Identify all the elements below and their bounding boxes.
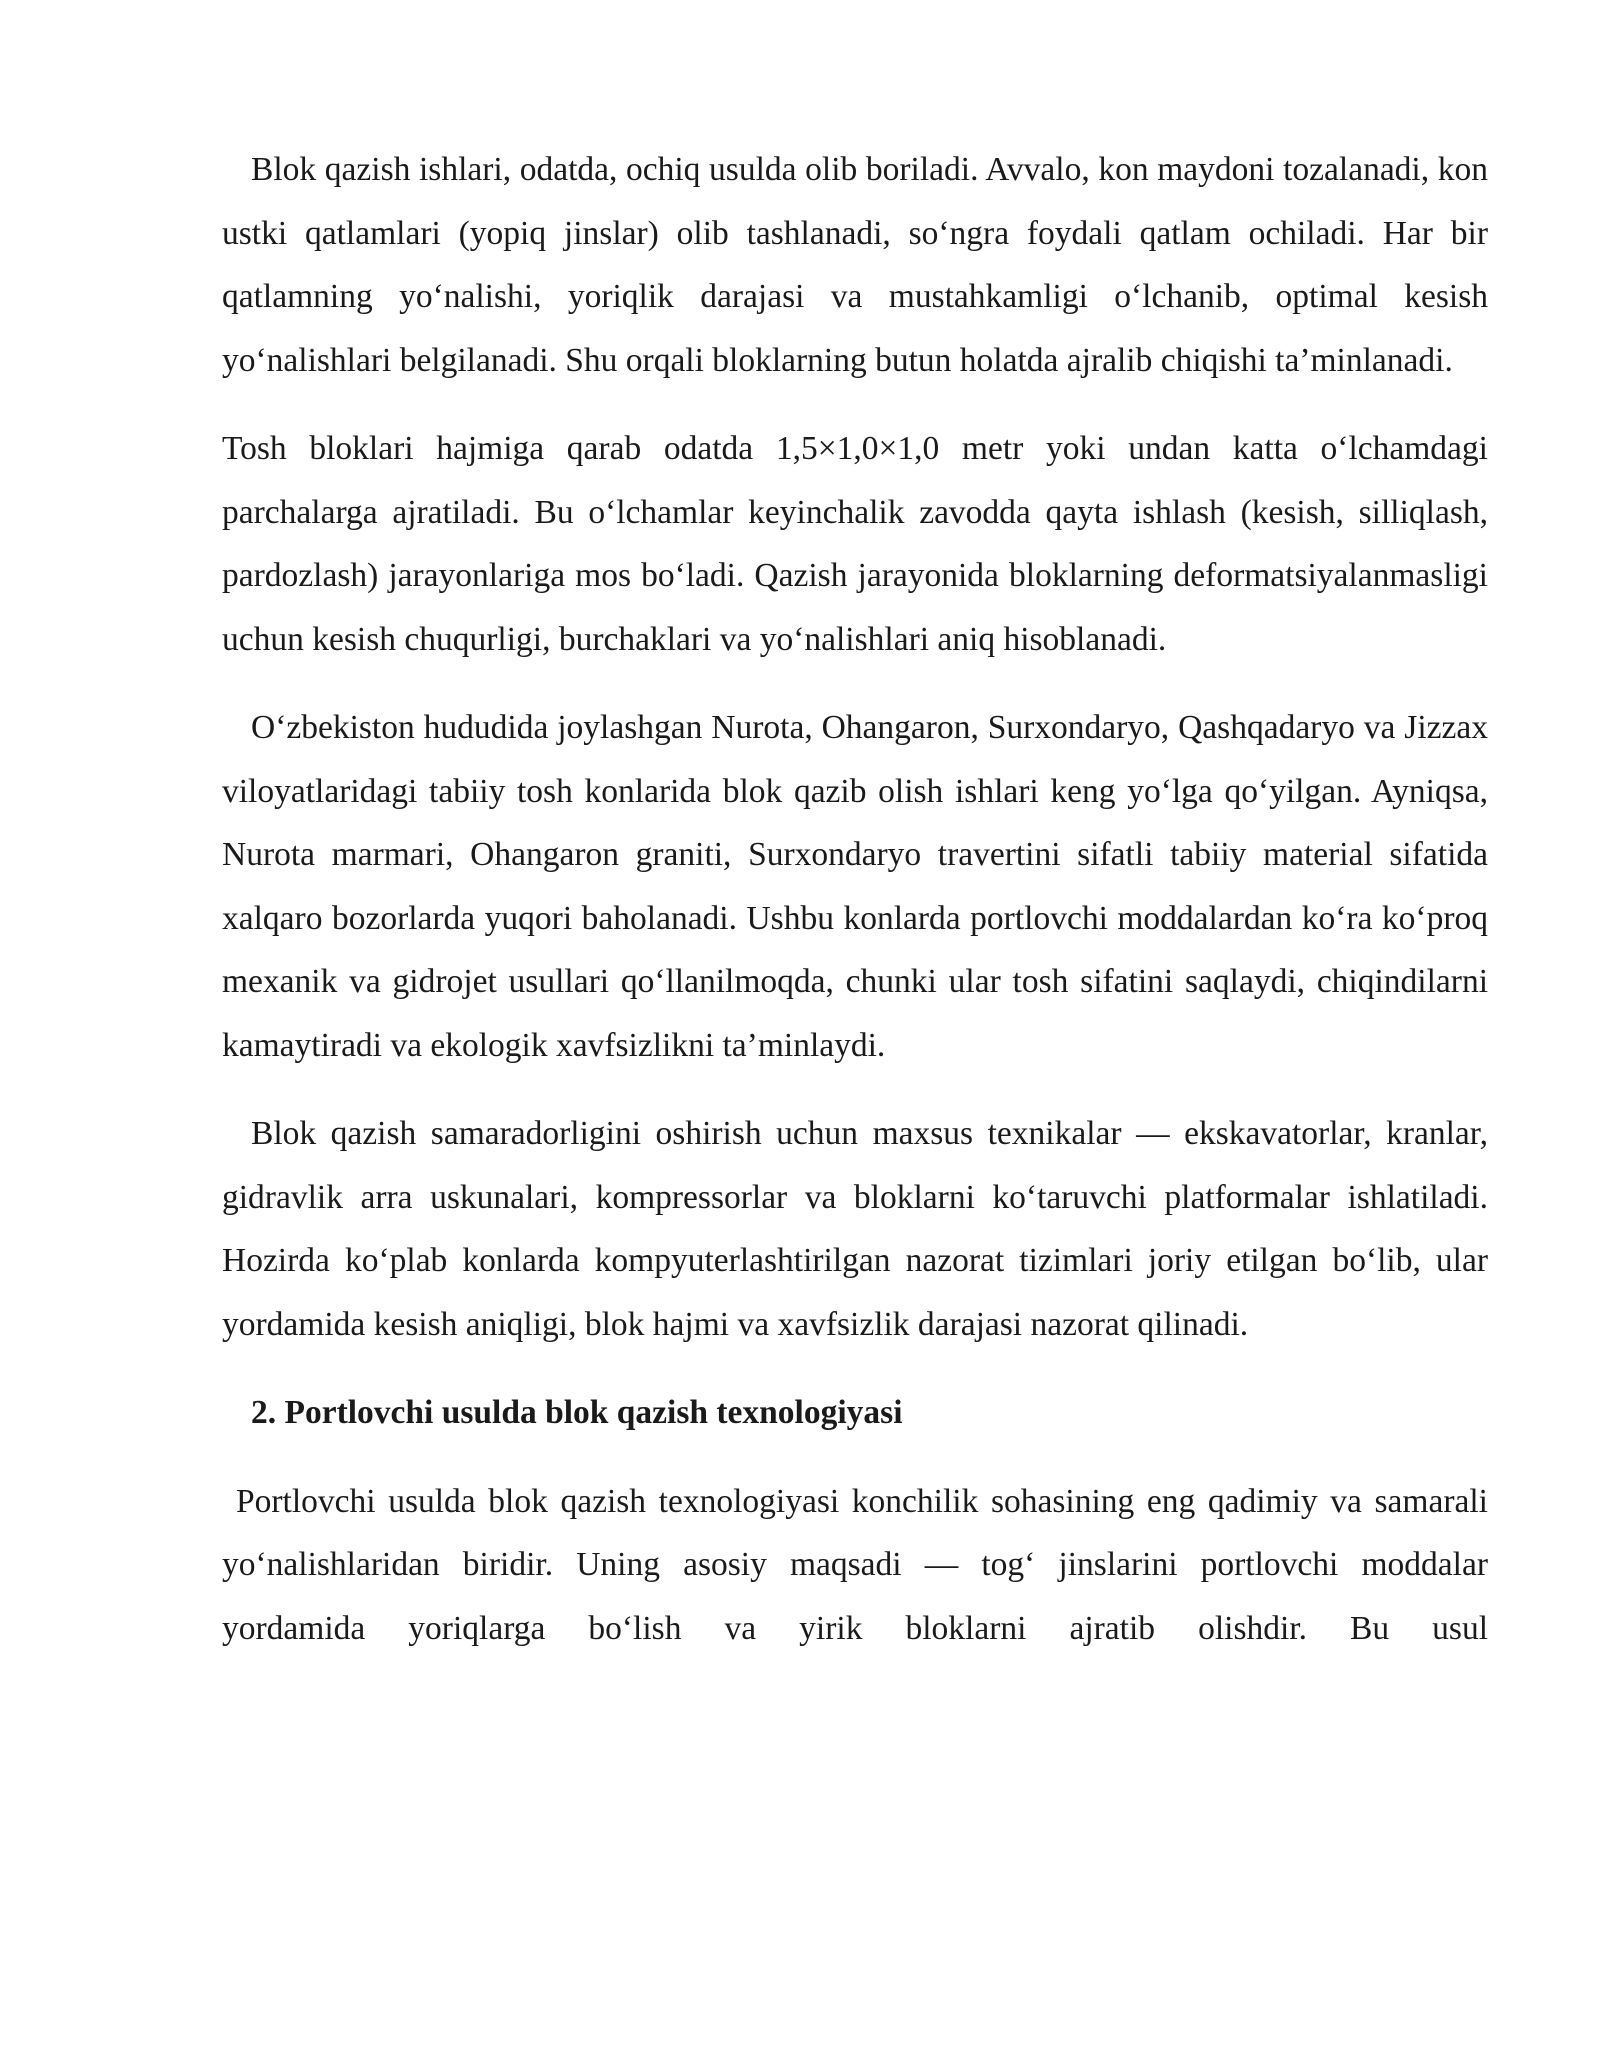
document-body: [222, 138, 1488, 1685]
paragraph-block-dimensions: Tosh bloklari hajmiga qarab odatda 1,5×1,0×1,0 metr yoki undan katta o‘lchamdagi parchalarga ajratiladi. Bu o‘lchamlar keyinchalik zavodda qayta ishlash (kesish, silliqlash, pardozlash) jarayonlariga mos bo‘ladi. Qazish jarayonida bloklarning deformatsiyalanmasligi uchun kesish chuqurligi, burchaklari va yo‘nalishlari aniq hisoblanadi.: [222, 430, 1488, 658]
section-heading: 2. Portlovchi usulda blok qazish texnologiyasi: [251, 1394, 903, 1431]
paragraph-block-extraction-intro: Blok qazish ishlari, odatda, ochiq usulda olib boriladi. Avvalo, kon maydoni tozalanadi, kon ustki qatlamlari (yopiq jinslar) olib tashlanadi, so‘ngra foydali qatlam ochiladi. Har bir qatlamning yo‘nalishi, yoriqlik darajasi va mustahkamligi o‘lchanib, optimal kesish yo‘nalishlari belgilanadi. Shu orqali bloklarning butun holatda ajralib chiqishi ta’minlanadi.: [222, 151, 1488, 379]
paragraph-explosive-method: Portlovchi usulda blok qazish texnologiyasi konchilik sohasining eng qadimiy va samarali yo‘nalishlaridan biridir. Uning asosiy maqsadi — tog‘ jinslarini portlovchi moddalar yordamida yoriqlarga bo‘lish va yirik bloklarni ajratib olishdir. Bu usul: [222, 1482, 1488, 1647]
paragraph-uzbekistan-deposits: O‘zbekiston hududida joylashgan Nurota, Ohangaron, Surxondaryo, Qashqadaryo va Jizzax viloyatlaridagi tabiiy tosh konlarida blok qazib olish ishlari keng yo‘lga qo‘yilgan. Ayniqsa, Nurota marmari, Ohangaron graniti, Surxondaryo travertini sifatli tabiiy material sifatida xalqaro bozorlarda yuqori baholanadi. Ushbu konlarda portlovchi moddalardan ko‘ra ko‘proq mexanik va gidrojet usullari qo‘llanilmoqda, chunki ular tosh sifatini saqlaydi, chiqindilarni kamaytiradi va ekologik xavfsizlikni ta’minlaydi.: [222, 709, 1488, 1064]
paragraph-equipment: Blok qazish samaradorligini oshirish uchun maxsus texnikalar — ekskavatorlar, kranlar, gidravlik arra uskunalari, kompressorlar va bloklarni ko‘taruvchi platformalar ishlatiladi. Hozirda ko‘plab konlarda kompyuterlashtirilgan nazorat tizimlari joriy etilgan bo‘lib, ular yordamida kesish aniqligi, blok hajmi va xavfsizlik darajasi nazorat qilinadi.: [222, 1115, 1488, 1343]
